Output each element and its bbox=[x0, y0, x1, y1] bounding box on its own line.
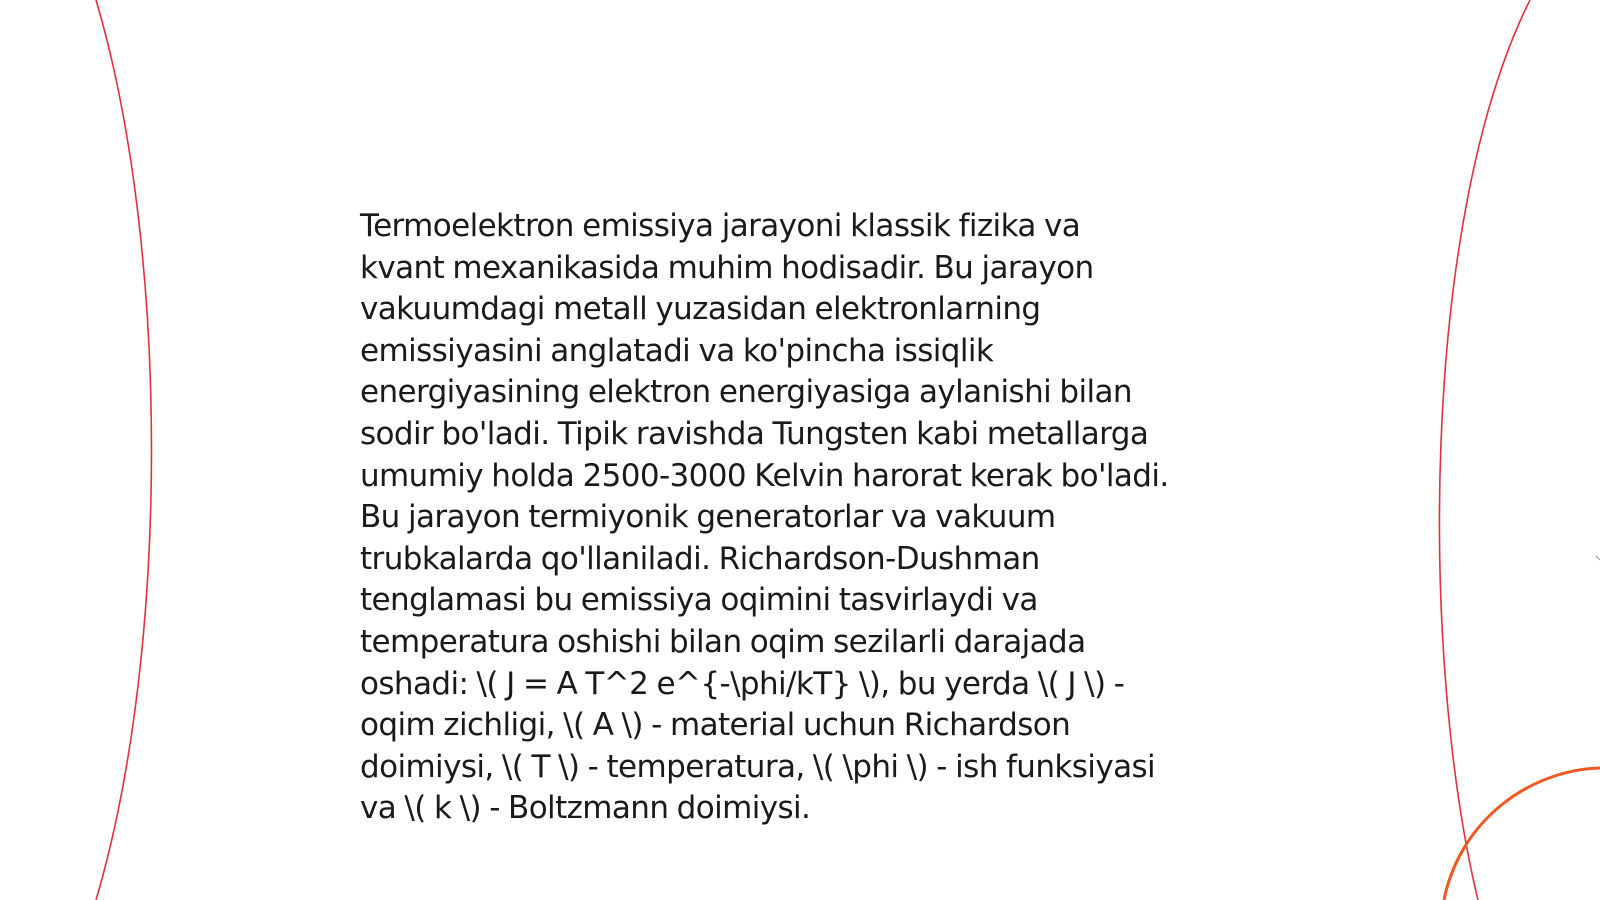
body-line: temperatura oshishi bilan oqim sezilarli darajada bbox=[360, 623, 1086, 660]
body-line: doimiysi, \( T \) - temperatura, \( \phi \) - ish funksiyasi bbox=[360, 748, 1156, 785]
right-red-arc bbox=[1439, 0, 1530, 900]
body-line: emissiyasini anglatadi va ko'pincha issiqlik bbox=[360, 332, 994, 369]
body-line: vakuumdagi metall yuzasidan elektronlarning bbox=[360, 291, 1041, 328]
body-line: oshadi: \( J = A T^2 e^{-\phi/kT} \), bu yerda \( J \) - bbox=[360, 665, 1125, 702]
left-red-arc bbox=[96, 0, 152, 900]
body-line: energiyasining elektron energiyasiga aylanishi bilan bbox=[360, 374, 1132, 411]
body-line: tenglamasi bu emissiya oqimini tasvirlaydi va bbox=[360, 582, 1038, 619]
body-line: Termoelektron emissiya jarayoni klassik fizika va bbox=[360, 208, 1081, 244]
small-gray-mark bbox=[1596, 556, 1600, 560]
body-line: sodir bo'ladi. Tipik ravishda Tungsten kabi metallarga bbox=[360, 415, 1149, 452]
orange-circle-arc bbox=[1444, 768, 1600, 900]
body-line: trubkalarda qo'llaniladi. Richardson-Dushman bbox=[360, 540, 1040, 577]
body-line: oqim zichligi, \( A \) - material uchun Richardson bbox=[360, 707, 1071, 744]
body-line: kvant mexanikasida muhim hodisadir. Bu jarayon bbox=[360, 249, 1094, 286]
body-line: Bu jarayon termiyonik generatorlar va vakuum bbox=[360, 499, 1056, 536]
body-line: va \( k \) - Boltzmann doimiysi. bbox=[360, 790, 811, 827]
body-paragraph bbox=[360, 206, 1260, 830]
body-line: umumiy holda 2500-3000 Kelvin harorat kerak bo'ladi. bbox=[360, 457, 1169, 494]
